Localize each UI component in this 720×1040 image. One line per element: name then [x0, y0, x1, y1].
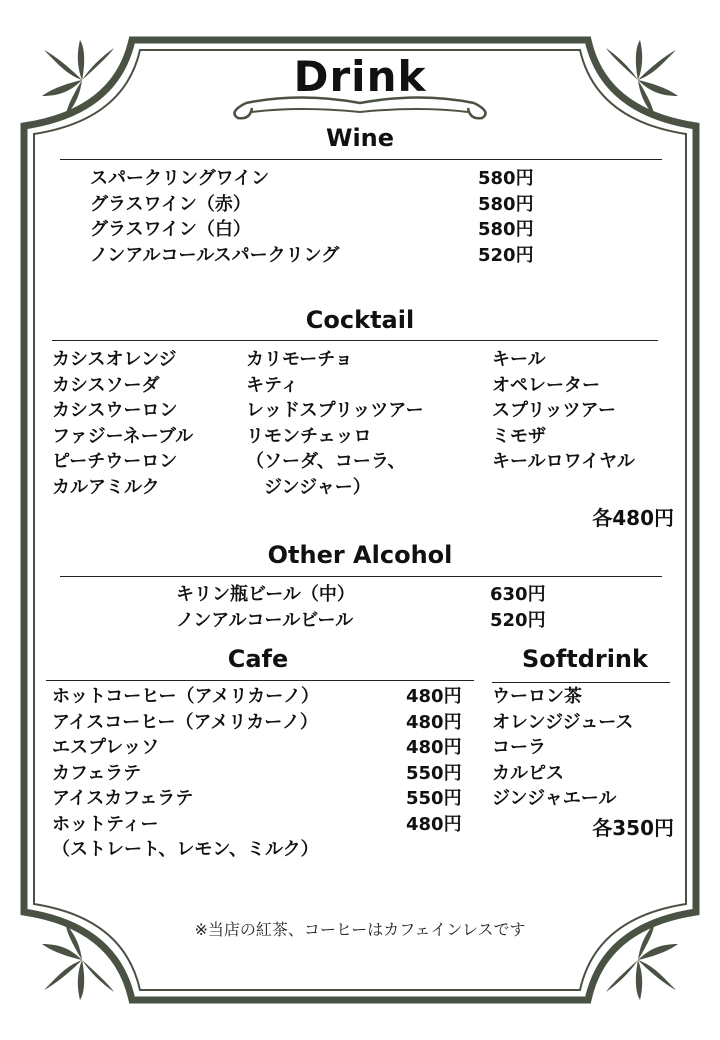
menu-item-name: スパークリングワイン	[90, 168, 270, 189]
menu-item-name: ジンジャエール	[492, 788, 617, 809]
wine-divider	[60, 159, 662, 160]
menu-item-name: キールロワイヤル	[492, 451, 635, 472]
cafe-names	[52, 684, 319, 863]
menu-item-name: リモンチェッロ	[246, 425, 372, 447]
cocktail-heading: Cocktail	[305, 306, 415, 334]
wine-prices	[478, 166, 534, 268]
menu-item-name: カシスウーロン	[52, 400, 178, 421]
menu-item-name: ノンアルコールビール	[176, 609, 354, 631]
menu-item-name: ノンアルコールスパークリング	[90, 244, 340, 266]
menu-item-name: ミモザ	[492, 425, 546, 447]
menu-item-name: スプリッツアー	[492, 400, 617, 421]
cocktail-divider	[52, 340, 658, 341]
cocktail-column-3	[492, 347, 635, 475]
menu-item-note: （ソーダ、コーラ、	[246, 451, 406, 472]
menu-item-name: コーラ	[492, 737, 546, 758]
menu-item-price: 520円	[490, 609, 546, 631]
menu-item-note: （ストレート、レモン、ミルク）	[52, 839, 319, 860]
menu-item-price: 480円	[406, 686, 462, 707]
menu-item-name: ホットティー	[52, 813, 159, 835]
wine-names	[90, 166, 339, 268]
menu-item-price: 580円	[478, 219, 534, 240]
cocktail-price: 各480円	[592, 506, 674, 530]
other-alcohol-names	[176, 582, 355, 633]
menu-item-name: カリモーチョ	[246, 349, 353, 370]
menu-item-name: カルアミルク	[52, 476, 160, 498]
menu-item-name: キール	[492, 349, 546, 370]
menu-item-price: 520円	[478, 244, 534, 266]
menu-item-name: ファジーネーブル	[52, 425, 194, 447]
other-alcohol-prices	[490, 582, 546, 633]
menu-title: Drink	[293, 52, 427, 101]
softdrink-names	[492, 684, 633, 812]
cafe-divider	[46, 680, 474, 681]
softdrink-divider	[492, 682, 670, 683]
menu-item-name: カシスオレンジ	[52, 349, 177, 370]
menu-item-name: アイスカフェラテ	[52, 788, 194, 809]
menu-item-price: 550円	[406, 788, 462, 809]
other-alcohol-divider	[60, 576, 662, 577]
menu-item-name: ピーチウーロン	[52, 451, 178, 472]
menu-item-name: キティ	[246, 374, 299, 396]
softdrink-price: 各350円	[592, 816, 674, 840]
menu-item-name: カフェラテ	[52, 762, 142, 784]
menu-item-price: 480円	[406, 711, 462, 733]
menu-item-price: 480円	[406, 737, 462, 758]
menu-item-name: オペレーター	[492, 374, 600, 396]
menu-item-name: キリン瓶ビール（中）	[176, 584, 355, 605]
menu-item-name: アイスコーヒー（アメリカーノ）	[52, 711, 318, 733]
menu-item-name: グラスワイン（白）	[90, 219, 251, 240]
menu-item-name: ホットコーヒー（アメリカーノ）	[52, 686, 319, 707]
softdrink-heading: Softdrink	[522, 645, 648, 673]
menu-item-name: オレンジジュース	[492, 711, 634, 733]
menu-item-price: 480円	[406, 813, 462, 835]
menu-item-note: ジンジャー）	[246, 476, 371, 498]
menu-item-price: 580円	[478, 168, 534, 189]
cafe-prices	[406, 684, 462, 837]
caffeine-note: ※当店の紅茶、コーヒーはカフェインレスです	[194, 920, 526, 939]
wine-heading: Wine	[325, 124, 395, 152]
menu-item-name: ウーロン茶	[492, 686, 582, 707]
cafe-heading: Cafe	[227, 645, 289, 673]
menu-item-price: 580円	[478, 193, 534, 215]
other-alcohol-heading: Other Alcohol	[267, 541, 453, 569]
menu-item-price: 630円	[490, 584, 546, 605]
menu-item-name: グラスワイン（赤）	[90, 193, 251, 215]
menu-item-name: エスプレッソ	[52, 737, 160, 758]
cocktail-column-2	[246, 347, 424, 500]
cocktail-column-1	[52, 347, 193, 500]
menu-item-name: カルピス	[492, 762, 564, 784]
menu-item-price: 550円	[406, 762, 462, 784]
menu-item-name: レッドスプリッツアー	[246, 400, 424, 421]
menu-item-name: カシスソーダ	[52, 374, 160, 396]
